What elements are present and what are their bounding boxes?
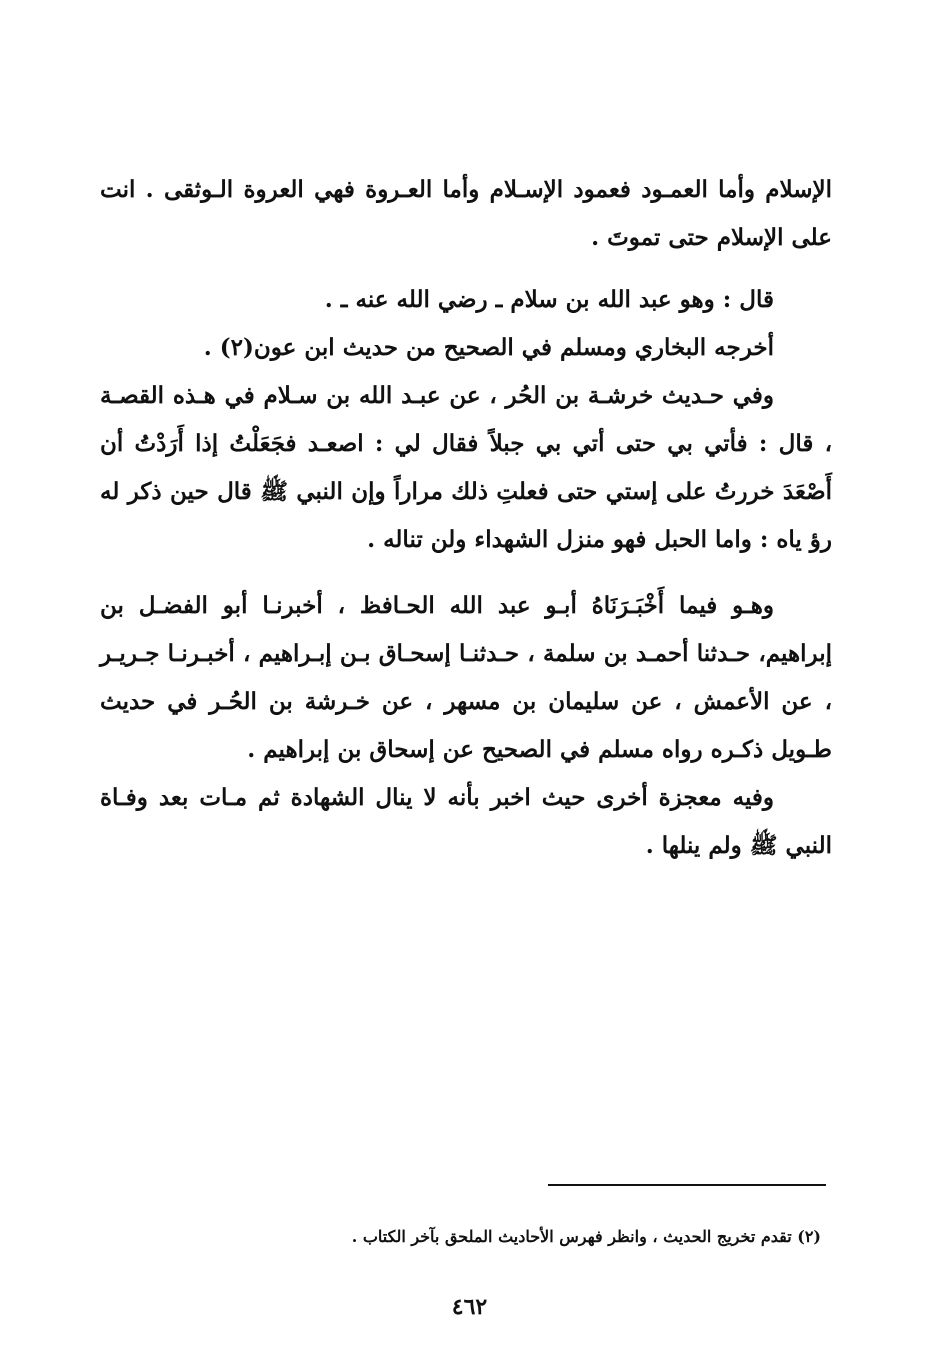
paragraph-chain: وهـو فيما أَخْبَـرَنَاهُ أبـو عبد الله الحـافظ ، أخبرنـا أبو الفضـل بن إبراهيم، حـدثنا أحمـد بن سلمة ، حـدثنـا إسحـاق بـن إبـراهيم ، أخبـرنـا جـريـر ، عن الأعمش ، عن سليمان بن مسهر ، عن خـرشة بن الحُـر في حديث طـويل ذكـره رواه مسلم في الصحيح عن إسحاق بن إبراهيم . <box>100 592 832 763</box>
paragraph-narrator-note: قال : وهو عبد الله بن سلام ـ رضي الله عنه ـ . <box>324 286 774 313</box>
paragraph-miracle: وفيه معجزة أخرى حيث اخبر بأنه لا ينال الشهادة ثم مـات بعد وفـاة النبي ﷺ ولم ينلها . <box>100 784 832 859</box>
paragraph-kharasha-hadith: وفي حـديث خرشـة بن الحُر ، عن عبـد الله بن سـلام في هـذه القصـة ، قال : فأتي بي حتى أتي بي جبلاً فقال لي : اصعـد فجَعَلْتُ إذا أَرَدْتُ أن أَصْعَدَ خررتُ على إستي حتى فعلتِ ذلك مراراً وإن النبي ﷺ قال حين ذكر له رؤ ياه : واما الحبل فهو منزل الشهداء ولن تناله . <box>100 382 832 553</box>
main-text <box>100 166 832 870</box>
footnote-divider <box>548 1184 826 1186</box>
page-number: ٤٦٢ <box>451 1294 488 1320</box>
footnote: (٢) تقدم تخريج الحديث ، وانظر فهرس الأحاديث الملحق بآخر الكتاب . <box>351 1227 821 1246</box>
paragraph-continuation: الإسلام وأما العمـود فعمود الإسـلام وأما العـروة فهي العروة الـوثقى . انت على الإسلام حتى تموتَ . <box>100 176 832 251</box>
paragraph-source: أخرجه البخاري ومسلم في الصحيح من حديث ابن عون(٢) . <box>203 334 774 361</box>
